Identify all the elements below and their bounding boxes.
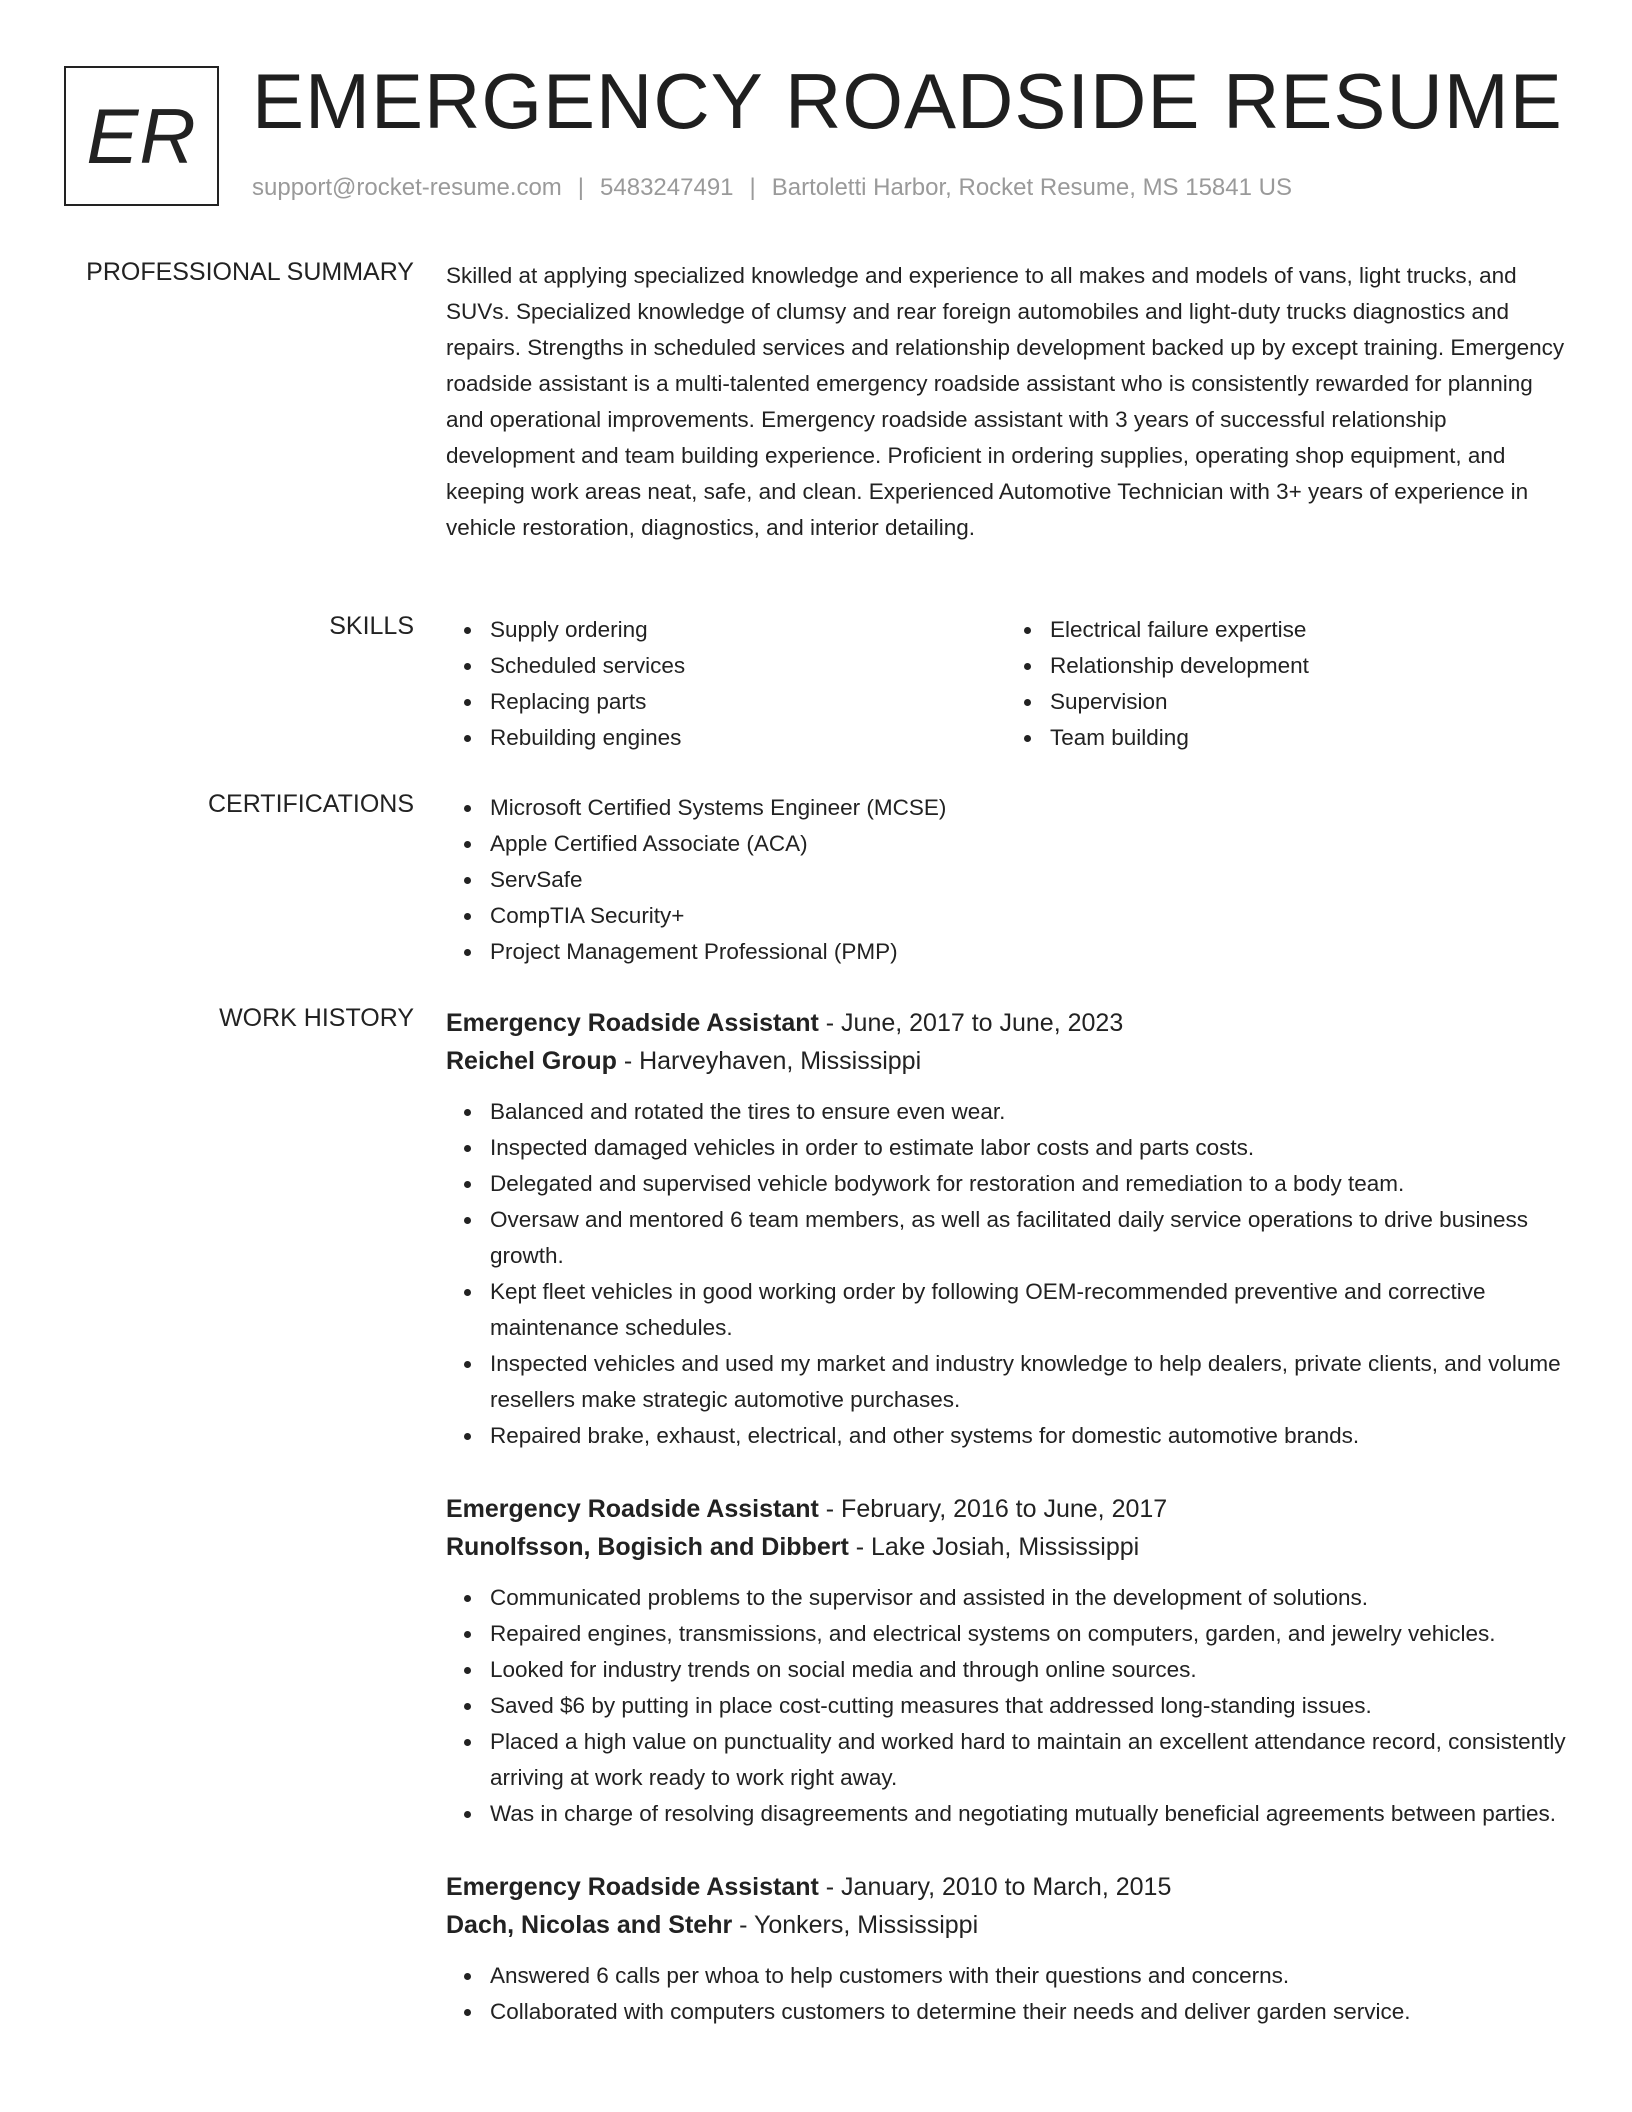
job-dates: - February, 2016 to June, 2017 [818,1495,1168,1523]
skills-list-col2 [1006,612,1566,756]
certifications-list [446,790,1566,970]
job-bullet: Communicated problems to the supervisor and assisted in the development of solutions. [490,1580,1566,1616]
skill-item: Replacing parts [490,684,1006,720]
skill-item: Rebuilding engines [490,720,1006,756]
certifications-body [446,790,1566,970]
contact-line [252,174,1292,202]
job-company-line [446,1906,1566,1944]
job-company-line [446,1042,1566,1080]
section-label-skills: SKILLS [329,612,414,640]
skill-item: Electrical failure expertise [1050,612,1566,648]
job-company: Reichel Group [446,1047,617,1075]
contact-email[interactable]: support@rocket-resume.com [252,174,562,201]
section-label-summary: PROFESSIONAL SUMMARY [86,258,414,286]
job-bullet: Balanced and rotated the tires to ensure even wear. [490,1094,1566,1130]
job-company-line [446,1528,1566,1566]
job-entry [446,1868,1566,2030]
contact-separator: | [749,174,756,201]
skill-item: Supply ordering [490,612,1006,648]
job-bullet: Collaborated with computers customers to determine their needs and deliver garden service. [490,1994,1566,2030]
job-title-line [446,1490,1566,1528]
summary-body [446,258,1566,546]
monogram-text: ER [86,91,197,180]
skills-list-col1 [446,612,1006,756]
job-bullet: Inspected vehicles and used my market and industry knowledge to help dealers, private clients, and volume resellers make strategic automotive purchases. [490,1346,1566,1418]
skill-item: Team building [1050,720,1566,756]
skill-item: Supervision [1050,684,1566,720]
section-label-certifications: CERTIFICATIONS [207,790,414,818]
job-company: Dach, Nicolas and Stehr [446,1911,733,1939]
monogram-logo [64,66,219,206]
job-location: - Harveyhaven, Mississippi [616,1047,922,1075]
job-dates: - June, 2017 to June, 2023 [818,1009,1124,1037]
job-bullet: Delegated and supervised vehicle bodywork for restoration and remediation to a body team. [490,1166,1566,1202]
job-bullet: Repaired brake, exhaust, electrical, and other systems for domestic automotive brands. [490,1418,1566,1454]
contact-separator: | [577,174,585,201]
certification-item: ServSafe [490,862,1566,898]
certification-item: CompTIA Security+ [490,898,1566,934]
contact-address: Bartoletti Harbor, Rocket Resume, MS 15841 US [771,174,1292,201]
work-history-body [446,1004,1566,2066]
skills-body [446,612,1566,756]
skill-item: Relationship development [1050,648,1566,684]
job-bullets [446,1958,1566,2030]
job-entry [446,1004,1566,1454]
certification-item: Microsoft Certified Systems Engineer (MCSE) [490,790,1566,826]
certification-item: Apple Certified Associate (ACA) [490,826,1566,862]
job-bullets [446,1094,1566,1454]
job-dates: - January, 2010 to March, 2015 [818,1873,1172,1901]
job-bullets [446,1580,1566,1832]
job-entry [446,1490,1566,1832]
job-title: Emergency Roadside Assistant [446,1495,819,1523]
job-bullet: Placed a high value on punctuality and worked hard to maintain an excellent attendance record, consistently arriving at work ready to work right away. [490,1724,1566,1796]
job-title-line [446,1004,1566,1042]
job-title-line [446,1868,1566,1906]
job-company: Runolfsson, Bogisich and Dibbert [446,1533,849,1561]
job-bullet: Inspected damaged vehicles in order to estimate labor costs and parts costs. [490,1130,1566,1166]
section-label-work-history: WORK HISTORY [219,1004,414,1032]
certification-item: Project Management Professional (PMP) [490,934,1566,970]
job-location: - Yonkers, Mississippi [732,1911,979,1939]
job-bullet: Kept fleet vehicles in good working order by following OEM-recommended preventive and corrective maintenance schedules. [490,1274,1566,1346]
job-bullet: Saved $6 by putting in place cost-cutting measures that addressed long-standing issues. [490,1688,1566,1724]
job-bullet: Oversaw and mentored 6 team members, as well as facilitated daily service operations to drive business growth. [490,1202,1566,1274]
job-location: - Lake Josiah, Mississippi [848,1533,1140,1561]
contact-phone: 5483247491 [600,174,734,201]
job-title: Emergency Roadside Assistant [446,1009,819,1037]
job-bullet: Was in charge of resolving disagreements and negotiating mutually beneficial agreements between parties. [490,1796,1566,1832]
job-bullet: Repaired engines, transmissions, and electrical systems on computers, garden, and jewelry vehicles. [490,1616,1566,1652]
skill-item: Scheduled services [490,648,1006,684]
job-bullet: Answered 6 calls per whoa to help customers with their questions and concerns. [490,1958,1566,1994]
summary-text: Skilled at applying specialized knowledge and experience to all makes and models of vans, light trucks, and SUVs. Specialized knowledge of clumsy and rear foreign automobiles and light-duty trucks diagnostics and repairs. Strengths in scheduled services and relationship development backed up by except training. Emergency roadside assistant is a multi-talented emergency roadside assistant who is consistently rewarded for planning and operational improvements. Emergency roadside assistant with 3 years of successful relationship development and team building experience. Proficient in ordering supplies, operating shop equipment, and keeping work areas neat, safe, and clean. Experienced Automotive Technician with 3+ years of experience in vehicle restoration, diagnostics, and interior detailing. [446,263,1565,540]
job-title: Emergency Roadside Assistant [446,1873,819,1901]
job-bullet: Looked for industry trends on social media and through online sources. [490,1652,1566,1688]
resume-title: EMERGENCY ROADSIDE RESUME [252,57,1563,145]
